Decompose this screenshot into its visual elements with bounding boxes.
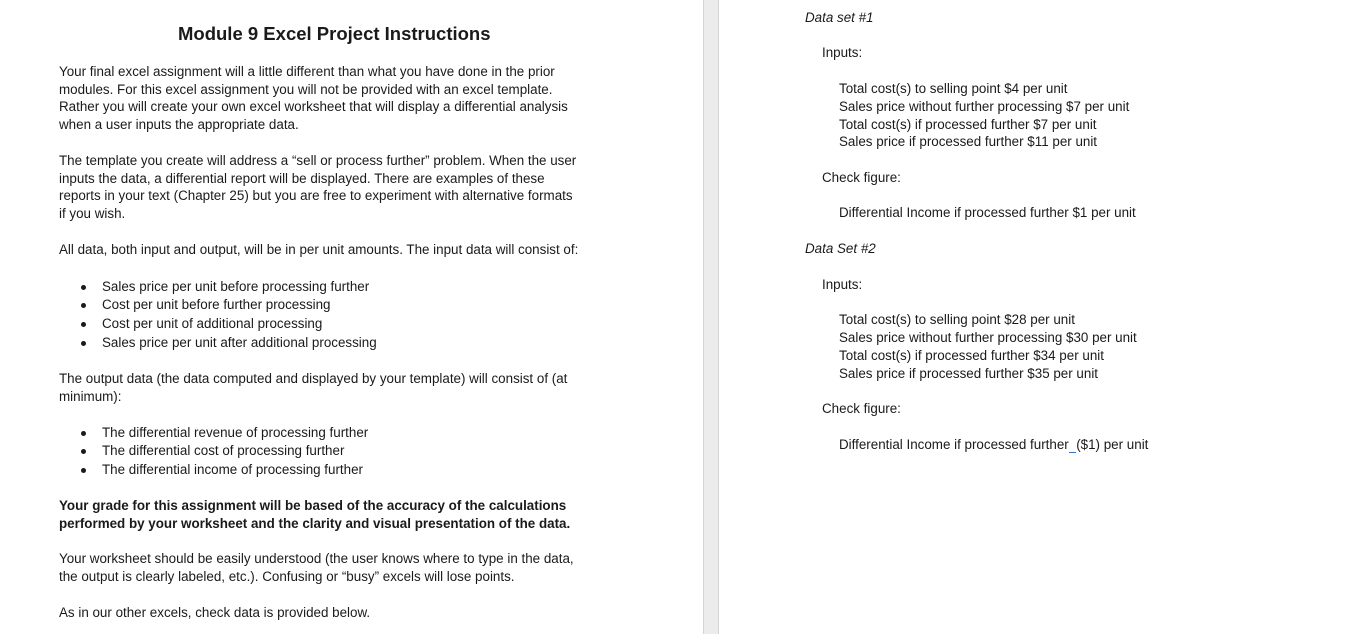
text-line: when a user inputs the appropriate data. — [59, 117, 299, 132]
text-line: the output is clearly labeled, etc.). Confusing or “busy” excels will lose points. — [59, 569, 515, 584]
data-set-heading: Data set #1 — [805, 10, 874, 25]
list-item: Sales price per unit after additional processing — [102, 335, 377, 350]
bullet-icon — [81, 431, 86, 436]
text-line: inputs the data, a differential report will be displayed. There are examples of these — [59, 171, 545, 186]
input-row: Total cost(s) if processed further $7 per unit — [839, 117, 1097, 132]
input-row: Total cost(s) to selling point $28 per unit — [839, 312, 1075, 327]
text-line: Rather you will create your own excel worksheet that will display a differential analysis — [59, 99, 568, 114]
check-figure-value: Differential Income if processed further $1 per unit — [839, 205, 1136, 220]
text-line: performed by your worksheet and the clarity and visual presentation of the data. — [59, 516, 571, 531]
page-gutter — [703, 0, 719, 634]
text-line: Your final excel assignment will a little different than what you have done in the prior — [59, 64, 555, 79]
check-figure-label: Check figure: — [822, 401, 901, 416]
text-line: The output data (the data computed and displayed by your template) will consist of (at — [59, 371, 568, 386]
inputs-label: Inputs: — [822, 277, 863, 292]
bullet-icon — [81, 285, 86, 290]
list-item: The differential income of processing further — [102, 462, 364, 477]
page-title: Module 9 Excel Project Instructions — [178, 23, 491, 44]
text-line: minimum): — [59, 389, 122, 404]
input-row: Total cost(s) to selling point $4 per unit — [839, 81, 1068, 96]
text-segment: reports in your text (Chapter 25) — [59, 188, 249, 203]
input-row: Sales price if processed further $35 per unit — [839, 366, 1099, 381]
input-row: Sales price without further processing $7 per unit — [839, 99, 1130, 114]
bullet-icon — [81, 303, 86, 308]
bullet-icon — [81, 449, 86, 454]
inputs-label: Inputs: — [822, 45, 863, 60]
check-figure-amount: ($1) per unit — [1076, 437, 1149, 452]
input-row: Sales price without further processing $30 per unit — [839, 330, 1137, 345]
list-item: The differential revenue of processing further — [102, 425, 369, 440]
list-item: Cost per unit of additional processing — [102, 316, 323, 331]
data-set-heading: Data Set #2 — [805, 241, 876, 256]
data-paragraph: All data, both input and output, will be in per unit amounts. The input data will consist of: — [59, 242, 579, 257]
text-line: if you wish. — [59, 206, 126, 221]
list-item: The differential cost of processing further — [102, 443, 345, 458]
text-line: modules. For this excel assignment you will not be provided with an excel template. — [59, 82, 553, 97]
list-item: Sales price per unit before processing further — [102, 279, 370, 294]
check-figure-label: Check figure: — [822, 170, 901, 185]
text-line: Your grade for this assignment will be based of the accuracy of the calculations — [59, 498, 567, 513]
text-line: Your worksheet should be easily understood (the user knows where to type in the data, — [59, 551, 574, 566]
input-row: Total cost(s) if processed further $34 per unit — [839, 348, 1104, 363]
bullet-icon — [81, 341, 86, 346]
text-line: The template you create will address a “sell or process further” problem. When the user — [59, 153, 577, 168]
text-segment: but you are free to experiment with alternative formats — [248, 188, 573, 203]
check-figure-value — [839, 436, 1148, 454]
check-figure-text: Differential Income if processed further — [839, 437, 1069, 452]
document-page-right — [719, 0, 1357, 634]
list-item: Cost per unit before further processing — [102, 297, 331, 312]
input-row: Sales price if processed further $11 per unit — [839, 134, 1098, 149]
check-data-paragraph: As in our other excels, check data is provided below. — [59, 605, 371, 620]
bullet-icon — [81, 322, 86, 327]
text-line — [59, 187, 573, 205]
bullet-icon — [81, 468, 86, 473]
